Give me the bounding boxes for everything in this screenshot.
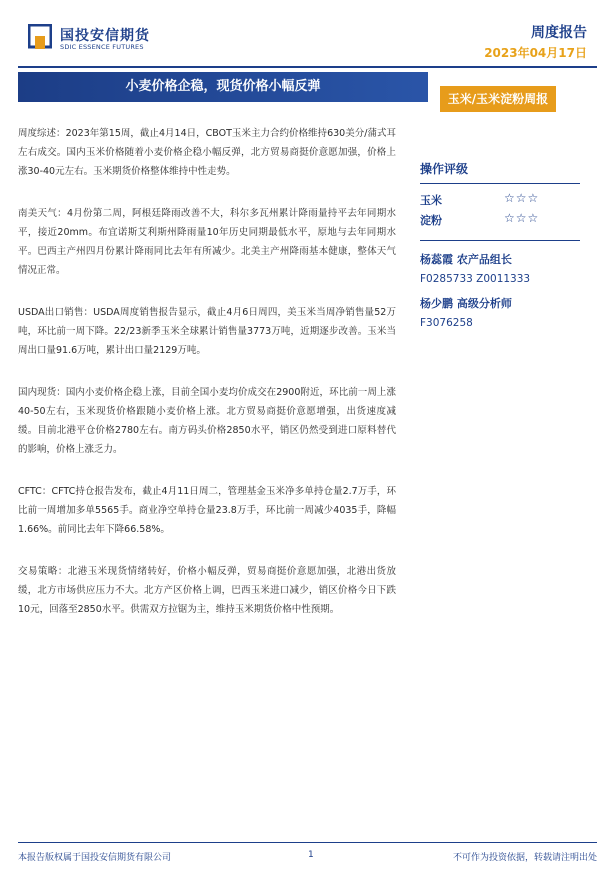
footer-disclaimer: 不可作为投资依据，转载请注明出处	[452, 853, 597, 863]
rating-row-corn	[420, 190, 580, 210]
footer-divider	[18, 842, 597, 843]
paragraph-domestic-spot: 国内现货：国内小麦价格企稳上涨，目前全国小麦均价成交在2900附近，环比前一周上涨40-50左右，玉米现货价格跟随小麦价格上涨。北方贸易商挺价意愿增强，出货速度减缓。目前北港平仓价格2780左右。南方码头价格2850水平，销区仍然受到进口原料替代的影响，价格上涨乏力。	[18, 387, 396, 455]
rating-name: 玉米	[420, 194, 442, 207]
paragraph-weekly-summary: 周度综述：2023年第15周，截止4月14日，CBOT玉米主力合约价格维持630美分/蒲式耳左右成交。国内玉米价格随着小麦价格企稳小幅反弹，北方贸易商挺价意愿加强，价格上涨30-40元左右。玉米期货价格整体维持中性走势。	[18, 128, 396, 177]
analyst-name: 杨少鹏 高级分析师	[420, 297, 512, 310]
sidebar-divider	[420, 240, 580, 241]
rating-title: 操作评级	[420, 162, 469, 176]
footer-copyright: 本报告版权属于国投安信期货有限公司	[18, 853, 172, 863]
logo-chinese-name: 国投安信期货	[60, 28, 150, 44]
page-number: 1	[308, 850, 314, 860]
analyst-license: F3076258	[420, 317, 473, 329]
main-content	[18, 124, 396, 642]
analyst-license: F0285733 Z0011333	[420, 273, 531, 285]
logo-mark-icon	[28, 24, 52, 50]
report-date: 2023年04月17日	[484, 46, 587, 60]
header-divider	[18, 66, 597, 68]
report-title: 小麦价格企稳，现货价格小幅反弹	[18, 72, 428, 102]
paragraph-usda-export: USDA出口销售：USDA周度销售报告显示，截止4月6日周四，美玉米当周净销售量52万吨，环比前一周下降。22/23新季玉米全球累计销售量3773万吨，近期逐步改善。玉米当周出口量91.6万吨，累计出口量2129万吨。	[18, 307, 396, 356]
analyst-name: 杨蕊霞 农产品组长	[420, 253, 512, 266]
rating-divider	[420, 183, 580, 184]
logo-english-name: SDIC ESSENCE FUTURES	[60, 43, 144, 51]
rating-row-starch	[420, 210, 580, 230]
sidebar	[420, 160, 580, 339]
star-rating-icon: ☆☆☆	[504, 191, 540, 205]
star-rating-icon: ☆☆☆	[504, 211, 540, 225]
category-tag: 玉米/玉米淀粉周报	[440, 86, 556, 112]
rating-name: 淀粉	[420, 214, 442, 227]
paragraph-trading-strategy: 交易策略：北港玉米现货情绪转好，价格小幅反弹，贸易商挺价意愿加强，北港出货放缓，北方市场供应压力不大。北方产区价格上调，巴西玉米进口减少，销区价格今日下跌10元，回落至2850水平。供需双方拉锯为主，维持玉米期货价格中性预期。	[18, 566, 396, 615]
report-type: 周度报告	[531, 25, 587, 41]
company-logo	[28, 24, 208, 54]
paragraph-south-america-weather: 南美天气：4月份第二周，阿根廷降雨改善不大，科尔多瓦州累计降雨量持平去年同期水平，接近20mm。布宜诺斯艾利斯州降雨量10年历史同期最低水平，原地与去年同期水平。巴西主产州四月份累计降雨同比去年有所减少。北美主产州降雨基本健康，整体天气情况正常。	[18, 208, 396, 276]
paragraph-cftc: CFTC：CFTC持仓报告发布，截止4月11日周二，管理基金玉米净多单持仓量2.7万手，环比前一周增加多单5565手。商业净空单持仓量23.8万手，环比前一周减少4035手，降幅1.66%。前同比去年下降66.58%。	[18, 486, 396, 535]
